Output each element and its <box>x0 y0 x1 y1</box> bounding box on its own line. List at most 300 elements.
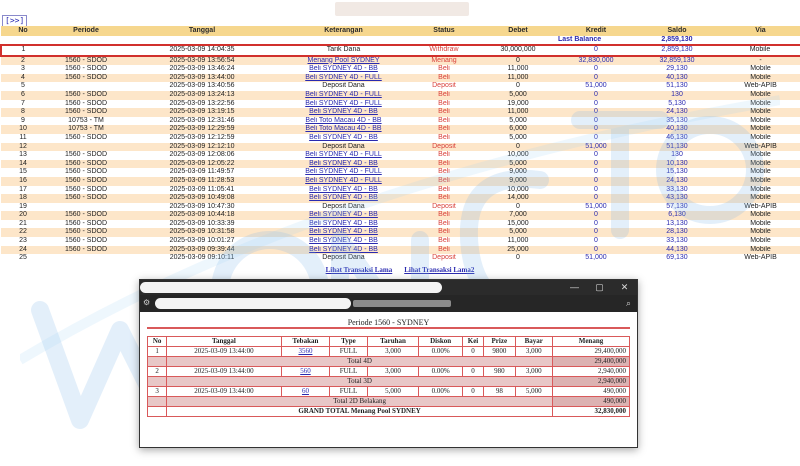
bet-discount: 0.00% <box>419 347 462 356</box>
row-kredit: 0 <box>594 99 598 107</box>
row-via: Mobile <box>750 133 771 141</box>
row-tanggal: 2025-03-09 13:44:00 <box>169 73 235 81</box>
col-kredit: Kredit <box>558 26 634 36</box>
old-transactions-link-2[interactable]: Lihat Transaksi Lama2 <box>404 266 475 274</box>
row-via: Web-APIB <box>744 82 777 90</box>
bet-win: 490,000 <box>553 387 629 396</box>
bet-type: FULL <box>330 387 366 396</box>
row-via: Mobile <box>750 159 771 167</box>
row-debet: 5,000 <box>509 90 527 98</box>
row-debet: 0 <box>516 202 520 210</box>
row-tanggal: 2025-03-09 10:01:27 <box>169 237 235 245</box>
row-no: 14 <box>19 159 27 167</box>
row-keterangan[interactable]: Beli SYDNEY 4D - BB <box>309 245 378 253</box>
bet-number-link[interactable]: 3560 <box>298 347 313 355</box>
row-kredit: 0 <box>594 176 598 184</box>
row-debet: 30,000,000 <box>500 46 536 53</box>
row-kredit: 0 <box>594 211 598 219</box>
row-tanggal: 2025-03-09 12:12:10 <box>169 142 235 150</box>
row-keterangan: Deposit Dana <box>322 142 365 150</box>
row-status: Beli <box>438 176 450 184</box>
table-row <box>1 74 800 83</box>
total-value: 2,940,000 <box>553 377 629 386</box>
row-status: Beli <box>438 168 450 176</box>
row-kredit: 51,000 <box>585 82 607 90</box>
bet-discount: 0.00% <box>419 367 462 376</box>
row-tanggal: 2025-03-09 10:47:30 <box>169 202 235 210</box>
row-keterangan[interactable]: Beli SYDNEY 4D - BB <box>309 211 378 219</box>
row-saldo: 43,130 <box>666 194 688 202</box>
row-periode: 1560 - SDOD <box>64 73 108 81</box>
bet-no: 1 <box>148 347 166 356</box>
row-keterangan[interactable]: Beli SYDNEY 4D - FULL <box>305 73 382 81</box>
row-saldo: 51,130 <box>666 82 688 90</box>
col-saldo: Saldo <box>634 26 720 36</box>
row-keterangan[interactable]: Beli SYDNEY 4D - FULL <box>305 90 382 98</box>
row-via: Mobile <box>750 151 771 159</box>
row-debet: 5,000 <box>509 159 527 167</box>
row-tanggal: 2025-03-09 12:05:22 <box>169 159 235 167</box>
bet-number-link[interactable]: 60 <box>301 387 309 395</box>
row-no: 5 <box>21 82 25 90</box>
bet-date: 2025-03-09 13:44:00 <box>167 347 280 356</box>
row-saldo: 130 <box>671 90 683 98</box>
total-label: Total 2D Belakang <box>167 397 552 406</box>
row-saldo: 28,130 <box>666 228 688 236</box>
row-saldo: 6,130 <box>668 211 686 219</box>
bet-row <box>148 367 629 376</box>
row-tanggal: 2025-03-09 12:29:59 <box>169 125 235 133</box>
row-via: Mobile <box>750 219 771 227</box>
row-keterangan[interactable]: Beli SYDNEY 4D - BB <box>309 237 378 245</box>
row-kredit: 0 <box>594 125 598 133</box>
row-tanggal: 2025-03-09 10:44:18 <box>169 211 235 219</box>
row-periode: 10753 - TM <box>68 116 104 124</box>
row-periode: 1560 - SDOD <box>64 245 108 253</box>
total-row <box>148 357 629 366</box>
row-keterangan[interactable]: Beli SYDNEY 4D - FULL <box>305 168 382 176</box>
last-balance-value: 2,859,130 <box>634 36 720 45</box>
table-row <box>1 186 800 195</box>
table-row <box>1 143 800 152</box>
table-row <box>1 237 800 246</box>
row-keterangan[interactable]: Beli SYDNEY 4D - BB <box>309 65 378 73</box>
row-debet: 10,000 <box>507 151 529 159</box>
bet-kei: 0 <box>463 347 483 356</box>
row-periode: 1560 - SDOD <box>64 151 108 159</box>
col-status: Status <box>410 26 478 36</box>
dcol-diskon: Diskon <box>419 337 462 346</box>
row-keterangan[interactable]: Beli Toto Macau 4D - BB <box>305 116 382 124</box>
row-periode: 1560 - SDOD <box>64 228 108 236</box>
row-debet: 0 <box>516 254 520 262</box>
row-periode: 1560 - SDOD <box>64 65 108 73</box>
row-kredit: 0 <box>594 151 598 159</box>
table-row <box>1 134 800 143</box>
total-row <box>148 397 629 406</box>
next-page-link[interactable]: [>>] <box>2 15 27 27</box>
row-no: 2 <box>21 56 25 64</box>
row-kredit: 0 <box>594 73 598 81</box>
row-kredit: 0 <box>594 228 598 236</box>
row-saldo: 46,130 <box>666 133 688 141</box>
url-redacted <box>353 300 451 307</box>
row-kredit: 0 <box>594 159 598 167</box>
row-periode: 1560 - SDOD <box>64 194 108 202</box>
table-row <box>1 56 800 66</box>
row-debet: 0 <box>516 142 520 150</box>
row-via: Mobile <box>750 245 771 253</box>
row-no: 22 <box>19 228 27 236</box>
bet-paid: 3,000 <box>516 347 552 356</box>
last-balance-row <box>1 36 800 45</box>
row-no: 8 <box>21 108 25 116</box>
row-saldo: 57,130 <box>666 202 688 210</box>
row-no: 16 <box>19 176 27 184</box>
row-keterangan[interactable]: Beli SYDNEY 4D - BB <box>309 194 378 202</box>
row-kredit: 51,000 <box>585 142 607 150</box>
row-status: Beli <box>438 99 450 107</box>
row-no: 1 <box>21 46 26 53</box>
row-saldo: 40,130 <box>666 125 688 133</box>
row-periode: 1560 - SDOD <box>64 185 108 193</box>
bet-prize: 98 <box>484 387 514 396</box>
row-kredit: 0 <box>594 108 598 116</box>
row-no: 18 <box>19 194 27 202</box>
bet-row <box>148 387 629 396</box>
row-debet: 5,000 <box>509 133 527 141</box>
table-row <box>1 151 800 160</box>
bet-paid: 5,000 <box>516 387 552 396</box>
site-settings-icon[interactable]: ⚙ <box>143 298 151 307</box>
row-status: Beli <box>438 185 450 193</box>
row-status: Beli <box>438 237 450 245</box>
row-debet: 0 <box>516 82 520 90</box>
row-status: Beli <box>438 211 450 219</box>
row-debet: 19,000 <box>507 99 529 107</box>
bet-detail-table <box>147 336 630 417</box>
row-keterangan[interactable]: Beli SYDNEY 4D - BB <box>309 133 378 141</box>
row-status: Beli <box>438 133 450 141</box>
dcol-tanggal: Tanggal <box>167 337 280 346</box>
table-row <box>1 203 800 212</box>
row-tanggal: 2025-03-09 10:33:39 <box>169 219 235 227</box>
row-periode: 1560 - SDOD <box>64 176 108 184</box>
row-tanggal: 2025-03-09 12:31:46 <box>169 116 235 124</box>
row-status: Beli <box>438 228 450 236</box>
row-debet: 9,000 <box>509 168 527 176</box>
row-debet: 9,000 <box>509 176 527 184</box>
row-tanggal: 2025-03-09 13:19:15 <box>169 108 235 116</box>
row-tanggal: 2025-03-09 12:12:59 <box>169 133 235 141</box>
row-keterangan[interactable]: Beli SYDNEY 4D - BB <box>309 219 378 227</box>
row-via: Mobile <box>750 194 771 202</box>
row-debet: 11,000 <box>507 73 529 81</box>
row-status: Deposit <box>432 142 456 150</box>
redacted-header <box>335 2 469 16</box>
row-tanggal: 2025-03-09 12:08:06 <box>169 151 235 159</box>
row-debet: 11,000 <box>507 237 529 245</box>
row-no: 10 <box>19 125 27 133</box>
address-bar <box>140 295 637 312</box>
row-saldo: 40,130 <box>666 73 688 81</box>
row-debet: 11,000 <box>507 65 529 73</box>
row-periode: 1560 - SDOD <box>64 133 108 141</box>
table-row <box>1 45 800 56</box>
dcol-taruhan: Taruhan <box>368 337 419 346</box>
row-keterangan: Tarik Dana <box>326 46 361 53</box>
footer-links <box>0 266 800 274</box>
row-kredit: 0 <box>594 133 598 141</box>
row-saldo: 69,130 <box>666 254 688 262</box>
row-keterangan: Deposit Dana <box>322 254 365 262</box>
row-status: Beli <box>438 151 450 159</box>
row-saldo: 130 <box>671 151 683 159</box>
row-status: Beli <box>438 159 450 167</box>
table-row <box>1 100 800 109</box>
row-via: Mobile <box>749 46 771 53</box>
bet-row <box>148 347 629 356</box>
row-saldo: 10,130 <box>666 159 688 167</box>
row-debet: 14,000 <box>507 194 529 202</box>
col-via: Via <box>720 26 800 36</box>
grand-total-value: 32,830,000 <box>553 407 629 416</box>
row-kredit: 0 <box>594 65 598 73</box>
bet-type: FULL <box>330 367 366 376</box>
window-titlebar <box>140 280 637 295</box>
row-no: 15 <box>19 168 27 176</box>
minimize-icon[interactable]: — <box>570 282 579 292</box>
row-no: 25 <box>19 254 27 262</box>
row-kredit: 51,000 <box>585 202 607 210</box>
table-row <box>1 117 800 126</box>
table-header <box>1 26 800 36</box>
row-keterangan[interactable]: Beli SYDNEY 4D - BB <box>309 185 378 193</box>
row-kredit: 0 <box>594 116 598 124</box>
row-tanggal: 2025-03-09 09:10:11 <box>169 254 235 262</box>
row-keterangan[interactable]: Beli SYDNEY 4D - BB <box>309 159 378 167</box>
row-via: Mobile <box>750 185 771 193</box>
row-via: Mobile <box>750 99 771 107</box>
table-row <box>1 228 800 237</box>
table-row <box>1 211 800 220</box>
url-field[interactable] <box>155 298 351 309</box>
col-keterangan: Keterangan <box>277 26 410 36</box>
table-row <box>1 194 800 203</box>
row-keterangan[interactable]: Beli SYDNEY 4D - FULL <box>305 176 382 184</box>
row-status: Beli <box>438 73 450 81</box>
row-no: 12 <box>19 142 27 150</box>
row-saldo: 5,130 <box>668 99 686 107</box>
dcol-tebakan: Tebakan <box>282 337 330 346</box>
row-via: Mobile <box>750 108 771 116</box>
row-via: Mobile <box>750 116 771 124</box>
table-row <box>1 160 800 169</box>
table-row <box>1 168 800 177</box>
row-via: Mobile <box>750 125 771 133</box>
row-no: 13 <box>19 151 27 159</box>
close-icon[interactable]: ✕ <box>620 282 629 292</box>
row-tanggal: 2025-03-09 10:31:58 <box>169 228 235 236</box>
row-debet: 5,000 <box>509 116 527 124</box>
col-debet: Debet <box>478 26 558 36</box>
row-saldo: 32,859,130 <box>659 56 695 64</box>
last-balance-label: Last Balance <box>558 36 634 45</box>
detail-header <box>148 337 629 346</box>
bet-stake: 3,000 <box>368 367 419 376</box>
row-status: Beli <box>438 219 450 227</box>
row-keterangan[interactable]: Beli SYDNEY 4D - FULL <box>305 99 382 107</box>
col-tanggal: Tanggal <box>127 26 277 36</box>
bet-win: 29,400,000 <box>553 347 629 356</box>
row-tanggal: 2025-03-09 13:24:13 <box>169 90 235 98</box>
row-status: Beli <box>438 90 450 98</box>
row-status: Beli <box>438 116 450 124</box>
row-periode: 1560 - SDOD <box>64 90 108 98</box>
row-via: Mobile <box>750 176 771 184</box>
row-kredit: 0 <box>594 46 598 53</box>
dcol-prize: Prize <box>484 337 514 346</box>
row-status: Deposit <box>432 82 456 90</box>
row-no: 17 <box>19 185 27 193</box>
row-tanggal: 2025-03-09 09:39:44 <box>169 245 235 253</box>
bet-no: 3 <box>148 387 166 396</box>
row-via: Mobile <box>750 90 771 98</box>
dcol-kei: Kei <box>463 337 483 346</box>
row-via: Mobile <box>750 211 771 219</box>
row-keterangan[interactable]: Beli Toto Macau 4D - BB <box>305 125 382 133</box>
row-kredit: 0 <box>594 237 598 245</box>
row-no: 7 <box>21 99 25 107</box>
table-row <box>1 108 800 117</box>
row-debet: 7,000 <box>509 211 527 219</box>
bet-win: 2,940,000 <box>553 367 629 376</box>
row-no: 21 <box>19 219 27 227</box>
table-row <box>1 65 800 74</box>
table-row <box>1 125 800 134</box>
bet-stake: 5,000 <box>368 387 419 396</box>
total-label: Total 3D <box>167 377 552 386</box>
bet-prize: 9800 <box>484 347 514 356</box>
row-kredit: 51,000 <box>585 254 607 262</box>
row-saldo: 33,130 <box>666 237 688 245</box>
row-periode: 1560 - SDOD <box>64 99 108 107</box>
old-transactions-link[interactable]: Lihat Transaksi Lama <box>325 266 393 274</box>
row-periode: 1560 - SDOD <box>64 56 108 64</box>
row-status: Withdraw <box>429 46 459 53</box>
row-keterangan[interactable]: Beli SYDNEY 4D - BB <box>309 108 378 116</box>
row-no: 11 <box>19 133 27 141</box>
row-keterangan: Deposit Dana <box>322 82 365 90</box>
row-tanggal: 2025-03-09 11:05:41 <box>169 185 235 193</box>
row-tanggal: 2025-03-09 14:04:35 <box>169 46 235 53</box>
row-saldo: 13,130 <box>666 219 688 227</box>
row-periode: 1560 - SDOD <box>64 159 108 167</box>
row-tanggal: 2025-03-09 11:49:57 <box>169 168 235 176</box>
row-no: 19 <box>19 202 27 210</box>
row-via: Mobile <box>750 228 771 236</box>
row-keterangan[interactable]: Beli SYDNEY 4D - BB <box>309 228 378 236</box>
row-periode: 10753 - TM <box>68 125 104 133</box>
row-no: 9 <box>21 116 25 124</box>
bet-kei: 0 <box>463 387 483 396</box>
row-saldo: 29,130 <box>666 65 688 73</box>
row-tanggal: 2025-03-09 13:40:56 <box>169 82 235 90</box>
dcol-type: Type <box>330 337 366 346</box>
bet-date: 2025-03-09 13:44:00 <box>167 367 280 376</box>
row-via: Mobile <box>750 65 771 73</box>
row-keterangan[interactable]: Menang Pool SYDNEY <box>307 56 380 64</box>
row-no: 4 <box>21 73 25 81</box>
row-no: 3 <box>21 65 25 73</box>
row-kredit: 0 <box>594 219 598 227</box>
row-via: Mobile <box>750 237 771 245</box>
row-saldo: 44,130 <box>666 245 688 253</box>
grand-total-row <box>148 407 629 416</box>
table-row <box>1 91 800 100</box>
bet-type: FULL <box>330 347 366 356</box>
bet-kei: 0 <box>463 367 483 376</box>
row-via: - <box>759 56 762 64</box>
row-saldo: 51,130 <box>666 142 688 150</box>
table-row <box>1 220 800 229</box>
row-debet: 0 <box>516 56 520 64</box>
table-row <box>1 246 800 255</box>
row-debet: 10,000 <box>507 185 529 193</box>
row-no: 23 <box>19 237 27 245</box>
row-via: Mobile <box>750 73 771 81</box>
dcol-bayar: Bayar <box>516 337 552 346</box>
row-kredit: 0 <box>594 168 598 176</box>
row-no: 20 <box>19 211 27 219</box>
row-status: Menang <box>431 56 457 64</box>
row-kredit: 0 <box>594 90 598 98</box>
col-periode: Periode <box>45 26 127 36</box>
row-periode: 1560 - SDOD <box>64 219 108 227</box>
row-debet: 6,000 <box>509 125 527 133</box>
bet-stake: 3,000 <box>368 347 419 356</box>
zoom-icon[interactable]: ⌕ <box>625 298 631 308</box>
row-tanggal: 2025-03-09 11:28:53 <box>169 176 235 184</box>
dcol-no: No <box>148 337 166 346</box>
row-saldo: 15,130 <box>666 168 688 176</box>
total-value: 29,400,000 <box>553 357 629 366</box>
row-saldo: 2,859,130 <box>661 46 693 53</box>
row-status: Beli <box>438 245 450 253</box>
col-no: No <box>1 26 45 36</box>
dcol-menang: Menang <box>553 337 629 346</box>
row-status: Deposit <box>432 202 456 210</box>
row-saldo: 33,130 <box>666 185 688 193</box>
row-debet: 5,000 <box>509 228 527 236</box>
bet-prize: 980 <box>484 367 514 376</box>
row-kredit: 0 <box>594 245 598 253</box>
row-status: Deposit <box>432 254 456 262</box>
top-bar <box>0 0 800 26</box>
row-periode: 1560 - SDOD <box>64 211 108 219</box>
row-status: Beli <box>438 108 450 116</box>
bet-number-link[interactable]: 560 <box>300 367 311 375</box>
table-row <box>1 82 800 91</box>
maximize-icon[interactable]: ▢ <box>595 282 604 292</box>
bet-no: 2 <box>148 367 166 376</box>
row-debet: 11,000 <box>507 108 529 116</box>
bet-date: 2025-03-09 13:44:00 <box>167 387 280 396</box>
bet-discount: 0.00% <box>419 387 462 396</box>
row-keterangan[interactable]: Beli SYDNEY 4D - FULL <box>305 151 382 159</box>
row-tanggal: 2025-03-09 13:22:56 <box>169 99 235 107</box>
row-tanggal: 2025-03-09 10:49:08 <box>169 194 235 202</box>
